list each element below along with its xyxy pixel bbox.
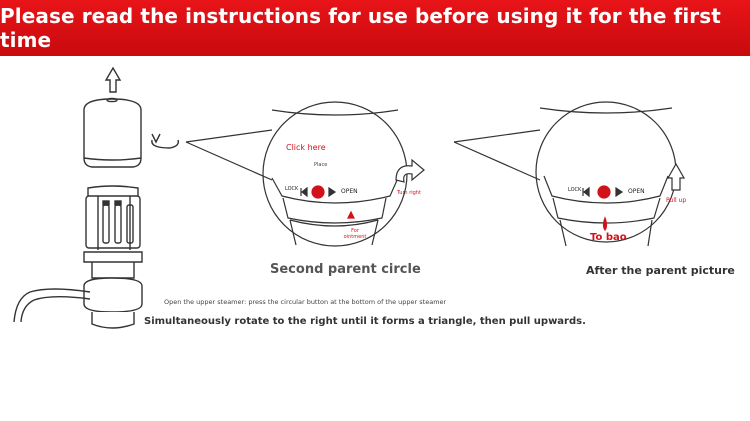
lock-label: LOCK: [285, 186, 299, 192]
turn-right-arrow-icon: [396, 160, 424, 182]
instruction-diagram: [0, 56, 750, 421]
middle-panel-drawing: [186, 102, 424, 246]
instruction-line-1: Open the upper steamer: press the circular button at the bottom of the upper steamer: [164, 298, 447, 306]
open-label-right: OPEN: [628, 188, 645, 195]
instruction-line-2: Simultaneously rotate to the right until it forms a triangle, then pull upwards.: [144, 316, 586, 327]
up-arrow-icon: [106, 68, 120, 92]
header-banner: [0, 0, 750, 56]
page-title: Please read the instructions for use before using it for the first time: [0, 4, 721, 52]
pull-up-label: Pull up: [666, 197, 687, 204]
click-here-label: Click here: [286, 143, 326, 152]
right-panel-drawing: [454, 102, 687, 246]
turn-right-label: Turn right: [397, 190, 421, 196]
second-parent-circle-caption: Second parent circle: [270, 262, 421, 277]
to-bao-label: To bao: [590, 232, 627, 243]
place-label: Place: [314, 162, 328, 168]
pull-up-arrow-icon: [668, 164, 684, 190]
for-ointment-label: For ointment: [343, 228, 367, 240]
device-illustration: [14, 68, 178, 328]
open-label: OPEN: [341, 188, 358, 195]
after-parent-picture-caption: After the parent picture: [586, 264, 735, 277]
lock-label-right: LOCK: [568, 187, 582, 193]
